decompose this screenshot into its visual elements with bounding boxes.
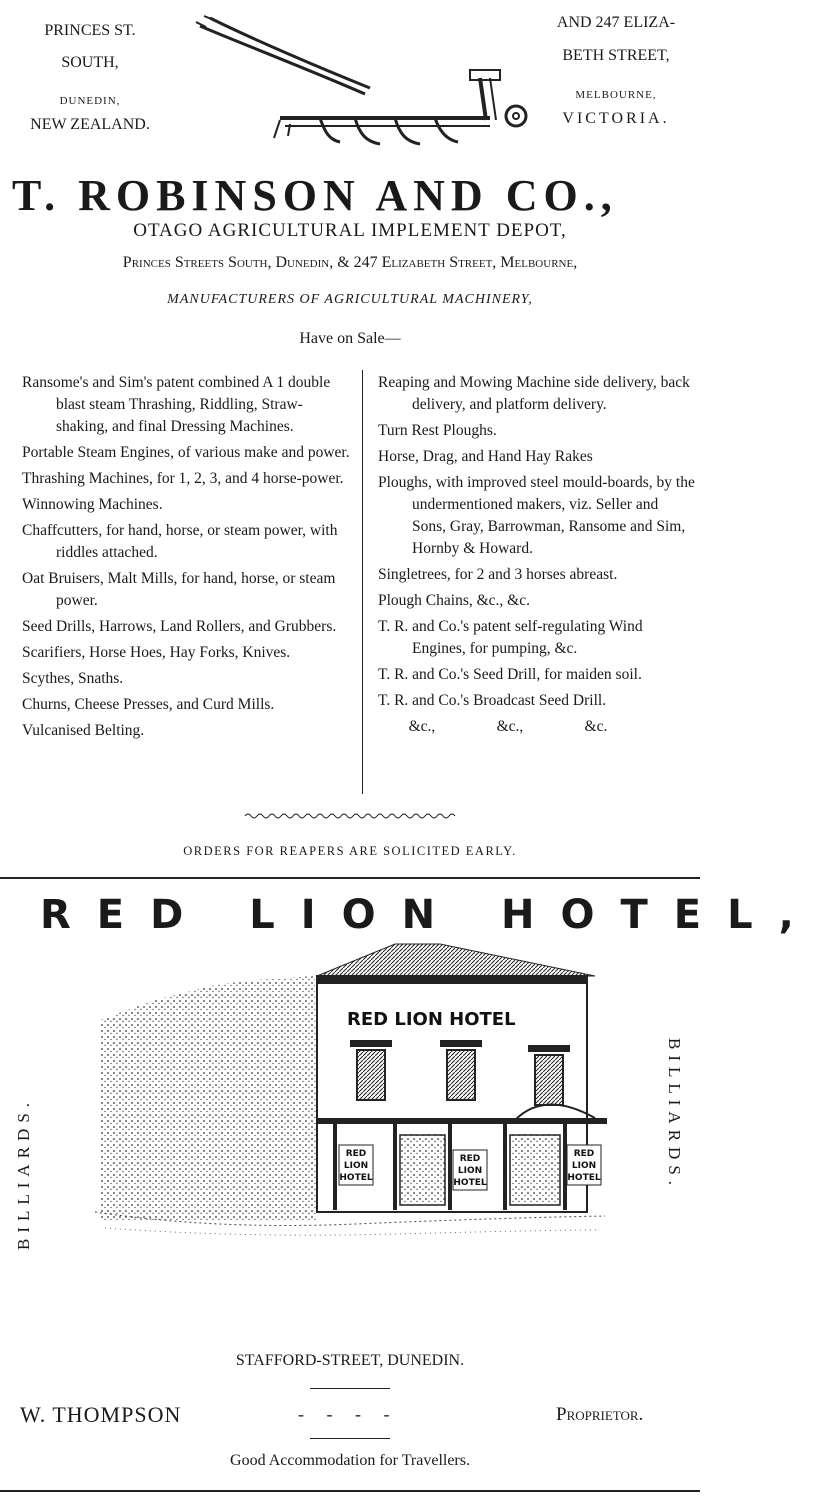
- bottom-rule: [0, 1490, 700, 1492]
- list-item: Oat Bruisers, Malt Mills, for hand, horse, or steam power.: [22, 570, 336, 609]
- building-sign: RED LION HOTEL: [347, 1009, 516, 1030]
- door-sign-line: LION: [457, 1166, 483, 1176]
- list-item: Scythes, Snaths.: [22, 670, 124, 687]
- depot-subtitle: OTAGO AGRICULTURAL IMPLEMENT DEPOT,: [133, 220, 567, 241]
- door-sign-line: LION: [343, 1161, 369, 1171]
- door-sign-line: LION: [571, 1161, 597, 1171]
- list-item: T. R. and Co.'s Broadcast Seed Drill.: [378, 692, 607, 709]
- hotel-illustration: [95, 940, 605, 1240]
- list-item: T. R. and Co.'s Seed Drill, for maiden soil.: [378, 666, 642, 683]
- door-sign-line: HOTEL: [339, 1173, 373, 1183]
- list-item: Portable Steam Engines, of various make and power.: [22, 444, 350, 461]
- door-sign-line: HOTEL: [567, 1173, 601, 1183]
- address-top-right: [532, 14, 700, 140]
- manufacturers-line: MANUFACTURERS OF AGRICULTURAL MACHINERY,: [167, 292, 533, 307]
- list-item: Thrashing Machines, for 1, 2, 3, and 4 horse-power.: [22, 470, 344, 487]
- column-divider: [362, 370, 363, 794]
- address-line: PRINCES ST.: [44, 22, 136, 39]
- list-item: Ploughs, with improved steel mould-boards, by the undermentioned makers, viz. Seller and Sons, Gray, Barrowman, Ransome and Sim, Hornby & Howard.: [378, 474, 695, 557]
- address-top-left: [10, 22, 170, 146]
- list-item: Scarifiers, Horse Hoes, Hay Forks, Knives.: [22, 644, 291, 661]
- door-sign-line: RED: [345, 1149, 367, 1159]
- address-line: VICTORIA.: [562, 110, 670, 127]
- billiards-left: BILLIARDS.: [14, 1096, 33, 1250]
- left-product-list: [22, 372, 350, 746]
- right-product-list: [378, 372, 696, 738]
- proprietor-dashes: - - - -: [298, 1404, 390, 1424]
- list-item: Horse, Drag, and Hand Hay Rakes: [378, 448, 593, 465]
- list-item: Reaping and Mowing Machine side delivery, back delivery, and platform delivery.: [378, 374, 690, 413]
- proprietor-label: Proprietor.: [556, 1404, 644, 1425]
- address-line: NEW ZEALAND.: [30, 116, 150, 133]
- list-item: Singletrees, for 2 and 3 horses abreast.: [378, 566, 618, 583]
- etc-mark: &c.,: [408, 718, 436, 735]
- door-sign-line: RED: [459, 1154, 481, 1164]
- list-item: Turn Rest Ploughs.: [378, 422, 497, 439]
- address-line: BETH STREET,: [562, 47, 670, 64]
- orders-notice: ORDERS FOR REAPERS ARE SOLICITED EARLY.: [183, 844, 517, 858]
- list-item: T. R. and Co.'s patent self-regulating Wind Engines, for pumping, &c.: [378, 618, 643, 657]
- list-item: Churns, Cheese Presses, and Curd Mills.: [22, 696, 275, 713]
- company-name: T. ROBINSON AND CO.,: [12, 171, 618, 220]
- short-rule: [310, 1438, 390, 1439]
- footer-note: Good Accommodation for Travellers.: [230, 1452, 470, 1469]
- door-sign-line: RED: [573, 1149, 595, 1159]
- list-item: Chaffcutters, for hand, horse, or steam power, with riddles attached.: [22, 522, 338, 561]
- address-line: DUNEDIN,: [59, 95, 121, 107]
- etc-row: [378, 716, 638, 738]
- list-item: Vulcanised Belting.: [22, 722, 145, 739]
- list-item: Seed Drills, Harrows, Land Rollers, and Grubbers.: [22, 618, 337, 635]
- section-divider: [0, 877, 700, 879]
- etc-mark: &c.: [584, 718, 608, 735]
- proprietor-name: W. THOMPSON: [20, 1402, 182, 1427]
- short-rule: [310, 1388, 390, 1389]
- company-address: Princes Streets South, Dunedin, & 247 Elizabeth Street, Melbourne,: [122, 254, 578, 271]
- billiards-right: BILLIARDS.: [665, 1038, 684, 1192]
- list-item: Plough Chains, &c., &c.: [378, 592, 530, 609]
- list-item: Winnowing Machines.: [22, 496, 163, 513]
- address-line: SOUTH,: [61, 54, 119, 71]
- door-sign-line: HOTEL: [453, 1178, 487, 1188]
- hotel-title: RED LION HOTEL,: [40, 892, 820, 938]
- address-line: MELBOURNE,: [575, 89, 657, 101]
- have-on-sale: Have on Sale—: [299, 330, 401, 347]
- hotel-street: STAFFORD-STREET, DUNEDIN.: [235, 1352, 465, 1369]
- list-item: Ransome's and Sim's patent combined A 1 double blast steam Thrashing, Riddling, Straw-shaking, and final Dressing Machines.: [22, 374, 331, 435]
- address-line: AND 247 ELIZA-: [556, 14, 676, 31]
- plough-illustration: [190, 8, 530, 158]
- wavy-rule: [245, 812, 455, 820]
- etc-mark: &c.,: [496, 718, 524, 735]
